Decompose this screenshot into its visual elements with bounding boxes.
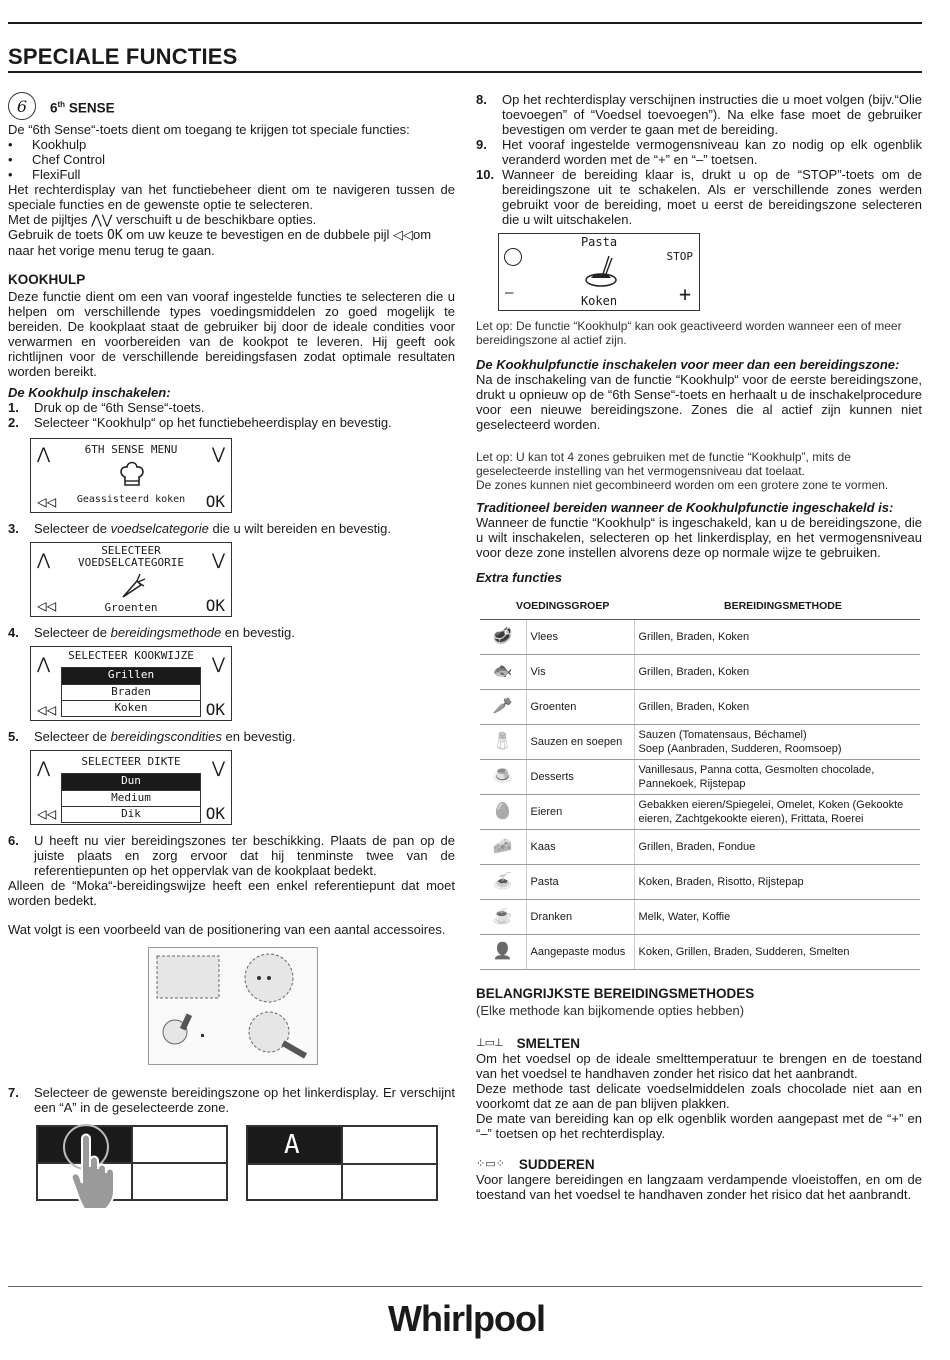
double-back-arrow-icon: ◁◁ [393,227,413,242]
cooking-method: Melk, Water, Koffie [634,900,920,935]
table-row [480,690,920,725]
lcd-sense-menu [30,438,232,513]
user-icon: 👤 [480,935,526,970]
column-header: BEREIDINGSMETHODE [634,593,920,620]
arrow-down-icon: ⋁ [211,444,225,463]
arrow-up-icon: ⋀ [37,654,51,673]
list-item: • Chef Control [8,152,455,167]
bottom-rule [8,1286,922,1287]
sense-intro: De “6th Sense“-toets dient om toegang te krijgen tot speciale functies: [8,122,410,137]
back-icon: ◁◁ [37,492,57,511]
thickness-list [61,773,201,823]
table-body [480,620,920,970]
dessert-icon: 🍮 [480,760,526,795]
sauce-icon: 🧂 [480,725,526,760]
whirlpool-logo: Whirlpool [388,1298,545,1339]
sense-heading: 6th SENSE [50,99,115,116]
melt-heading-row [476,1036,922,1051]
ok-label: OK [205,700,225,719]
step-9: 9. Het vooraf ingestelde vermogensniveau kan zo nodig op elk ogenblik veranderd worden met de “+” en “–” toetsen. [476,137,922,167]
simmer-icon: ⁘▭⁘ [476,1158,505,1170]
arrow-down-icon: ⋁ [211,654,225,673]
arrow-up-icon: ⋀ [37,758,51,777]
simmer-heading: SUDDEREN [518,1157,595,1172]
cooking-method: Koken, Grillen, Braden, Sudderen, Smelten [634,935,920,970]
kookhulp-subheading: De Kookhulp inschakelen: [8,385,171,400]
lcd-title: 6TH SENSE MENU [84,443,178,456]
back-icon: ◁◁ [37,596,57,615]
table-row [480,655,920,690]
hob-accessory-diagram [148,947,318,1065]
table-row [480,725,920,760]
sixth-sense-icon: 6 [8,92,36,120]
list-item[interactable]: Medium [62,790,200,806]
simmer-text: Voor langere bereidingen en langzaam verdampende vloeistoffen, en om de toestand van het voedsel te handhaven zonder het risico dat het aanbrandt. [476,1172,922,1202]
list-item[interactable]: Braden [62,684,200,700]
table-row [480,795,920,830]
step-6: 6. U heeft nu vier bereidingszones ter beschikking. Plaats de pan op de juiste plaats en zorg ervoor dat hij tenminste twee van de referentiepunten op het oppervlak van de kookplaat bedekt. [8,833,455,878]
cooking-method: Grillen, Braden, Koken [634,690,920,725]
step-1: 1. Druk op de “6th Sense“-toets. [8,400,205,415]
stop-button[interactable]: STOP [666,250,693,263]
zone-cell[interactable] [247,1164,342,1200]
drink-icon: ☕ [480,900,526,935]
page-title: SPECIALE FUNCTIES [8,44,238,69]
vegetables-icon: 🥕 [480,690,526,725]
table-row [480,865,920,900]
note-2: Let op: U kan tot 4 zones gebruiken met de functie “Kookhulp”, mits de geselecteerde instelling van het vermogensniveau dat toelaat. [476,450,851,478]
arrow-down-icon: ⋁ [211,550,225,569]
cooking-method: Sauzen (Tomatensaus, Béchamel) Soep (Aanbraden, Sudderen, Roomsoep) [634,725,920,760]
list-item[interactable]: Koken [62,700,200,716]
table-row [480,830,920,865]
arrow-down-icon: ⋁ [211,758,225,777]
list-item[interactable]: Dik [62,806,200,822]
extra-subheading: Extra functies [476,570,562,585]
carrot-icon [117,571,147,601]
arrow-up-icon: ⋀ [37,550,51,569]
lcd-pasta [498,233,700,311]
example-text: Wat volgt is een voorbeeld van de positionering van een aantal accessoires. [8,922,446,937]
kookhulp-heading: KOOKHULP [8,272,86,287]
fish-icon: 🐟 [480,655,526,690]
methods-note: (Elke methode kan bijkomende opties hebben) [476,1003,745,1018]
zone-cell[interactable] [342,1164,437,1200]
title-rule [8,71,922,73]
traditional-text: Wanneer de functie “Kookhulp“ is ingeschakeld, kan u de bereidingszone, die u wilt inschakelen, selecteren op het linkerdisplay, en het vermogensniveau voor deze zone instellen alvorens deze op normale wijze te gebruiken. [476,515,922,560]
food-group: Groenten [526,690,634,725]
table-row [480,935,920,970]
step-5: 5. Selecteer de bereidingscondities en bevestig. [8,729,296,744]
lcd-label: Koken [580,294,618,308]
melt-text: Om het voedsel op de ideale smelttemperatuur te brengen en de toestand van het voedsel te handhaven zonder het risico dat het aanbrandt. Deze methode tast delicate voedselmiddelen zoals chocolade niet aan en voorkomt dat ze aan de pan blijven plakken. De mate van bereiding kan op elk ogenblik worden aangepast met de “+” en “–” toetsen op het rechterdisplay. [476,1051,922,1141]
list-item: • FlexiFull [8,167,455,182]
lcd-title: Pasta [580,235,618,249]
food-group: Desserts [526,760,634,795]
table-row [480,620,920,655]
lcd-title: SELECTEER KOOKWIJZE [68,649,194,662]
simmer-heading-row [476,1157,922,1172]
cooking-method: Grillen, Braden, Koken [634,620,920,655]
arrow-up-icon: ⋀ [37,444,51,463]
touch-hand-icon [58,1121,128,1213]
lcd-thickness [30,750,232,825]
plus-button[interactable]: + [678,282,691,306]
sense-p2: Met de pijltjes ⋀⋁ verschuift u de beschikbare opties. [8,212,317,227]
table-row [480,900,920,935]
lcd-label: Geassisteerd koken [76,494,186,505]
step-2: 2. Selecteer “Kookhulp“ op het functiebeheerdisplay en bevestig. [8,415,392,430]
food-group: Eieren [526,795,634,830]
cooking-method: Koken, Braden, Risotto, Rijstepap [634,865,920,900]
step-3: 3. Selecteer de voedselcategorie die u wilt bereiden en bevestig. [8,521,392,536]
zone-displays [8,1125,455,1207]
cooking-method: Grillen, Braden, Fondue [634,830,920,865]
timer-icon [504,248,522,266]
step-10: 10. Wanneer de bereiding klaar is, drukt u op de “STOP”-toets om de bereidingszone uit te schakelen. Als er verschillende zones werden gebruikt voor de bereiding, moet u eerst de bereidingszone selecteren die u wilt uitschakelen. [476,167,922,227]
meat-icon: 🥩 [480,620,526,655]
ok-label: OK [205,596,225,615]
egg-icon: 🥚 [480,795,526,830]
lcd-title: SELECTEER DIKTE [81,755,181,768]
zone-cell[interactable] [132,1163,227,1200]
multi-zone-subheading: De Kookhulpfunctie inschakelen voor meer dan een bereidingszone: [476,357,900,372]
melt-icon: ⊥▭⊥ [476,1037,503,1049]
extra-functions-table [480,593,920,970]
food-group: Vlees [526,620,634,655]
melt-heading: SMELTEN [516,1036,581,1051]
note-3: De zones kunnen niet gecombineerd worden om een grotere zone te vormen. [476,478,889,492]
food-group: Dranken [526,900,634,935]
kookhulp-p1: Deze functie dient om een van vooraf ingestelde functies te selecteren die u helpen om verschillende types voedingsmiddelen zo goed mogelijk te bereiden. De kookplaat staat de gebruiker bij door de ideale condities voor verwarmen en voorbereiden van de kookpot te leveren. Hij geeft ook richtlijnen voor de verschillende bereidingsfasen zodat optimale resultaten worden bereikt. [8,289,455,379]
right-column [476,92,922,1202]
step-7: 7. Selecteer de gewenste bereidingszone op het linkerdisplay. Er verschijnt een “A” in de geselecteerde zone. [8,1085,455,1115]
sense-heading-row [8,92,455,120]
lcd-cooking-method [30,646,232,721]
ok-label: OK [205,492,225,511]
pasta-plate-icon [583,252,619,290]
cooking-method: Vanillesaus, Panna cotta, Gesmolten chocolade, Pannekoek, Rijstepap [634,760,920,795]
step-4: 4. Selecteer de bereidingsmethode en bevestig. [8,625,295,640]
sense-p3: Gebruik de toets OK om uw keuze te bevestigen en de dubbele pijl ◁◁om naar het vorige menu terug te gaan. [8,227,432,258]
minus-button[interactable]: — [505,285,514,301]
sense-list [8,137,455,182]
zone-cell[interactable] [132,1126,227,1163]
note-1: Let op: De functie “Kookhulp“ kan ook geactiveerd worden wanneer een of meer bereidingszone al actief zijn. [476,319,902,347]
cooking-method: Grillen, Braden, Koken [634,655,920,690]
moka-note: Alleen de “Moka“-bereidingswijze heeft een enkel referentiepunt dat moet worden bedekt. [8,878,455,908]
ok-label: OK [205,804,225,823]
lcd-food-category [30,542,232,617]
methods-heading: BELANGRIJKSTE BEREIDINGSMETHODES [476,986,755,1001]
method-list [61,667,201,717]
step-8: 8. Op het rechterdisplay verschijnen instructies die u moet volgen (bijv.“Olie toevoegen” of “Voedsel toevoegen”). Na elke fase moet de gebruiker bevestigen om verder te gaan met de bereiding. [476,92,922,137]
table-header-row [480,593,920,620]
lcd-title: SELECTEER VOEDSELCATEGORIE [78,544,184,569]
cooking-method: Gebakken eieren/Spiegelei, Omelet, Koken (Gekookte eieren, Zachtgekookte eieren), Frittata, Roerei [634,795,920,830]
zone-cell-selected[interactable]: A [247,1126,342,1164]
chef-hat-icon [117,459,147,489]
multi-zone-text: Na de inschakeling van de functie “Kookhulp“ voor de eerste bereidingszone, drukt u opnieuw op de “6th Sense“-toets en herhaalt u de inschakelprocedure voor een nieuwe bereidingszone. Zones die al actief zijn kunnen niet geselecteerd worden. [476,372,922,432]
food-group: Kaas [526,830,634,865]
lcd-label: Groenten [104,601,158,614]
back-icon: ◁◁ [37,700,57,719]
zone-display-a [246,1125,438,1201]
list-item[interactable]: Dun [62,774,200,790]
sense-p1: Het rechterdisplay van het functiebeheer dient om te navigeren tussen de speciale functies en de gewenste optie te selecteren. [8,182,455,212]
table-row [480,760,920,795]
list-item[interactable]: Grillen [62,668,200,684]
food-group: Sauzen en soepen [526,725,634,760]
list-item: • Kookhulp [8,137,455,152]
left-column [8,92,455,1207]
food-group: Vis [526,655,634,690]
food-group: Aangepaste modus [526,935,634,970]
zone-cell[interactable] [342,1126,437,1164]
back-icon: ◁◁ [37,804,57,823]
arrow-up-down-icon: ⋀⋁ [91,212,113,227]
top-rule [8,22,922,24]
traditional-subheading: Traditioneel bereiden wanneer de Kookhulpfunctie ingeschakeld is: [476,500,894,515]
pasta-icon: 🍝 [480,865,526,900]
column-header: VOEDINGSGROEP [480,593,634,620]
food-group: Pasta [526,865,634,900]
cheese-icon: 🧀 [480,830,526,865]
